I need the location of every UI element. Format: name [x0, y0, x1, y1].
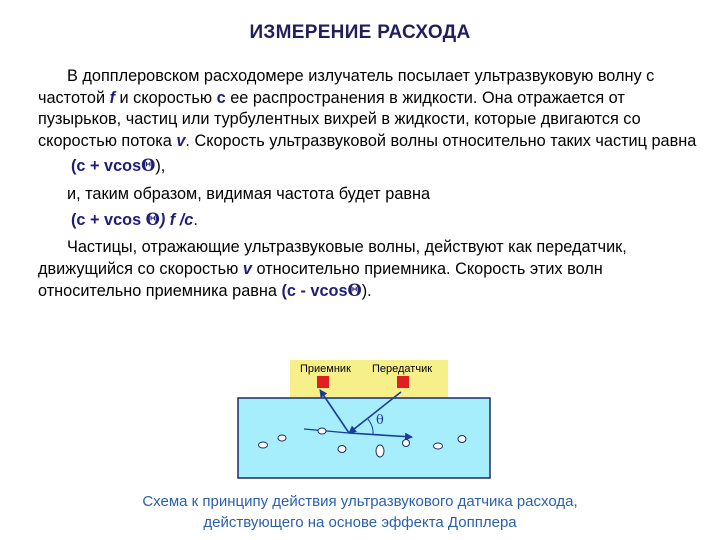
liquid-area	[238, 398, 490, 478]
formula-apparent-frequency	[38, 209, 708, 232]
particle	[259, 442, 268, 448]
doppler-flowmeter-diagram	[236, 355, 492, 483]
theta-symbol: Θ	[347, 281, 362, 301]
symbol-f: f	[109, 88, 116, 107]
particle	[318, 428, 326, 434]
paragraph-1-text-c: ее распространения в жидкости. Она отражается от пузырьков, частиц или турбулентных вихрей в жидкости, которые двигаются со скоростью потока	[38, 88, 641, 150]
paragraph-2: и, таким образом, видимая частота будет равна	[67, 184, 431, 203]
paragraph-1-text-a: В допплеровском расходомере излучатель посылает ультразвуковую волну с частотой	[38, 67, 655, 107]
particle	[338, 446, 346, 453]
diagram-caption	[0, 491, 720, 533]
paragraph-1-text-d: . Скорость ультразвуковой волны относительно таких частиц равна	[185, 131, 697, 150]
formula-2-suffix: .	[193, 210, 198, 229]
symbol-v: v	[242, 259, 252, 278]
formula-2-part-a: (c + vcos	[71, 210, 146, 229]
particle	[434, 443, 443, 449]
formula-1-part-b: ),	[155, 157, 166, 176]
paragraph-1-text-b: и скоростью	[115, 88, 217, 107]
formula-2-part-b: ) f /c	[159, 210, 194, 229]
receiver-sensor	[317, 376, 329, 388]
angle-label: θ	[376, 413, 384, 428]
paragraph-3	[38, 237, 708, 303]
particle	[403, 440, 410, 447]
formula-1-part-a: (c + vcos	[71, 157, 142, 176]
symbol-v: v	[176, 131, 186, 150]
particle	[278, 435, 286, 441]
main-text	[38, 66, 708, 303]
caption-line-1: Схема к принципу действия ультразвукового датчика расхода,	[142, 493, 578, 510]
particle	[458, 436, 466, 443]
formula-3-part-b: ).	[361, 282, 372, 301]
formula-3-part-a: (c - vcos	[281, 282, 348, 301]
transmitter-sensor	[397, 376, 409, 388]
particle	[376, 445, 384, 457]
transmitter-label: Передатчик	[372, 363, 433, 375]
theta-symbol: Θ	[145, 209, 160, 229]
theta-symbol: Θ	[141, 156, 156, 176]
page-title: ИЗМЕРЕНИЕ РАСХОДА	[249, 22, 471, 43]
paragraph-1	[38, 66, 708, 152]
paragraph-3-text-a: Частицы, отражающие ультразвуковые волны, действуют как передатчик, движущийся со скоростью	[38, 238, 627, 278]
paragraph-3-text-b: относительно приемника. Скорость этих волн относительно приемника равна	[38, 259, 603, 301]
symbol-c: c	[216, 88, 226, 107]
caption-line-2: действующего на основе эффекта Допплера	[203, 514, 517, 531]
formula-relative-speed	[38, 155, 708, 178]
receiver-label: Приемник	[300, 363, 351, 375]
